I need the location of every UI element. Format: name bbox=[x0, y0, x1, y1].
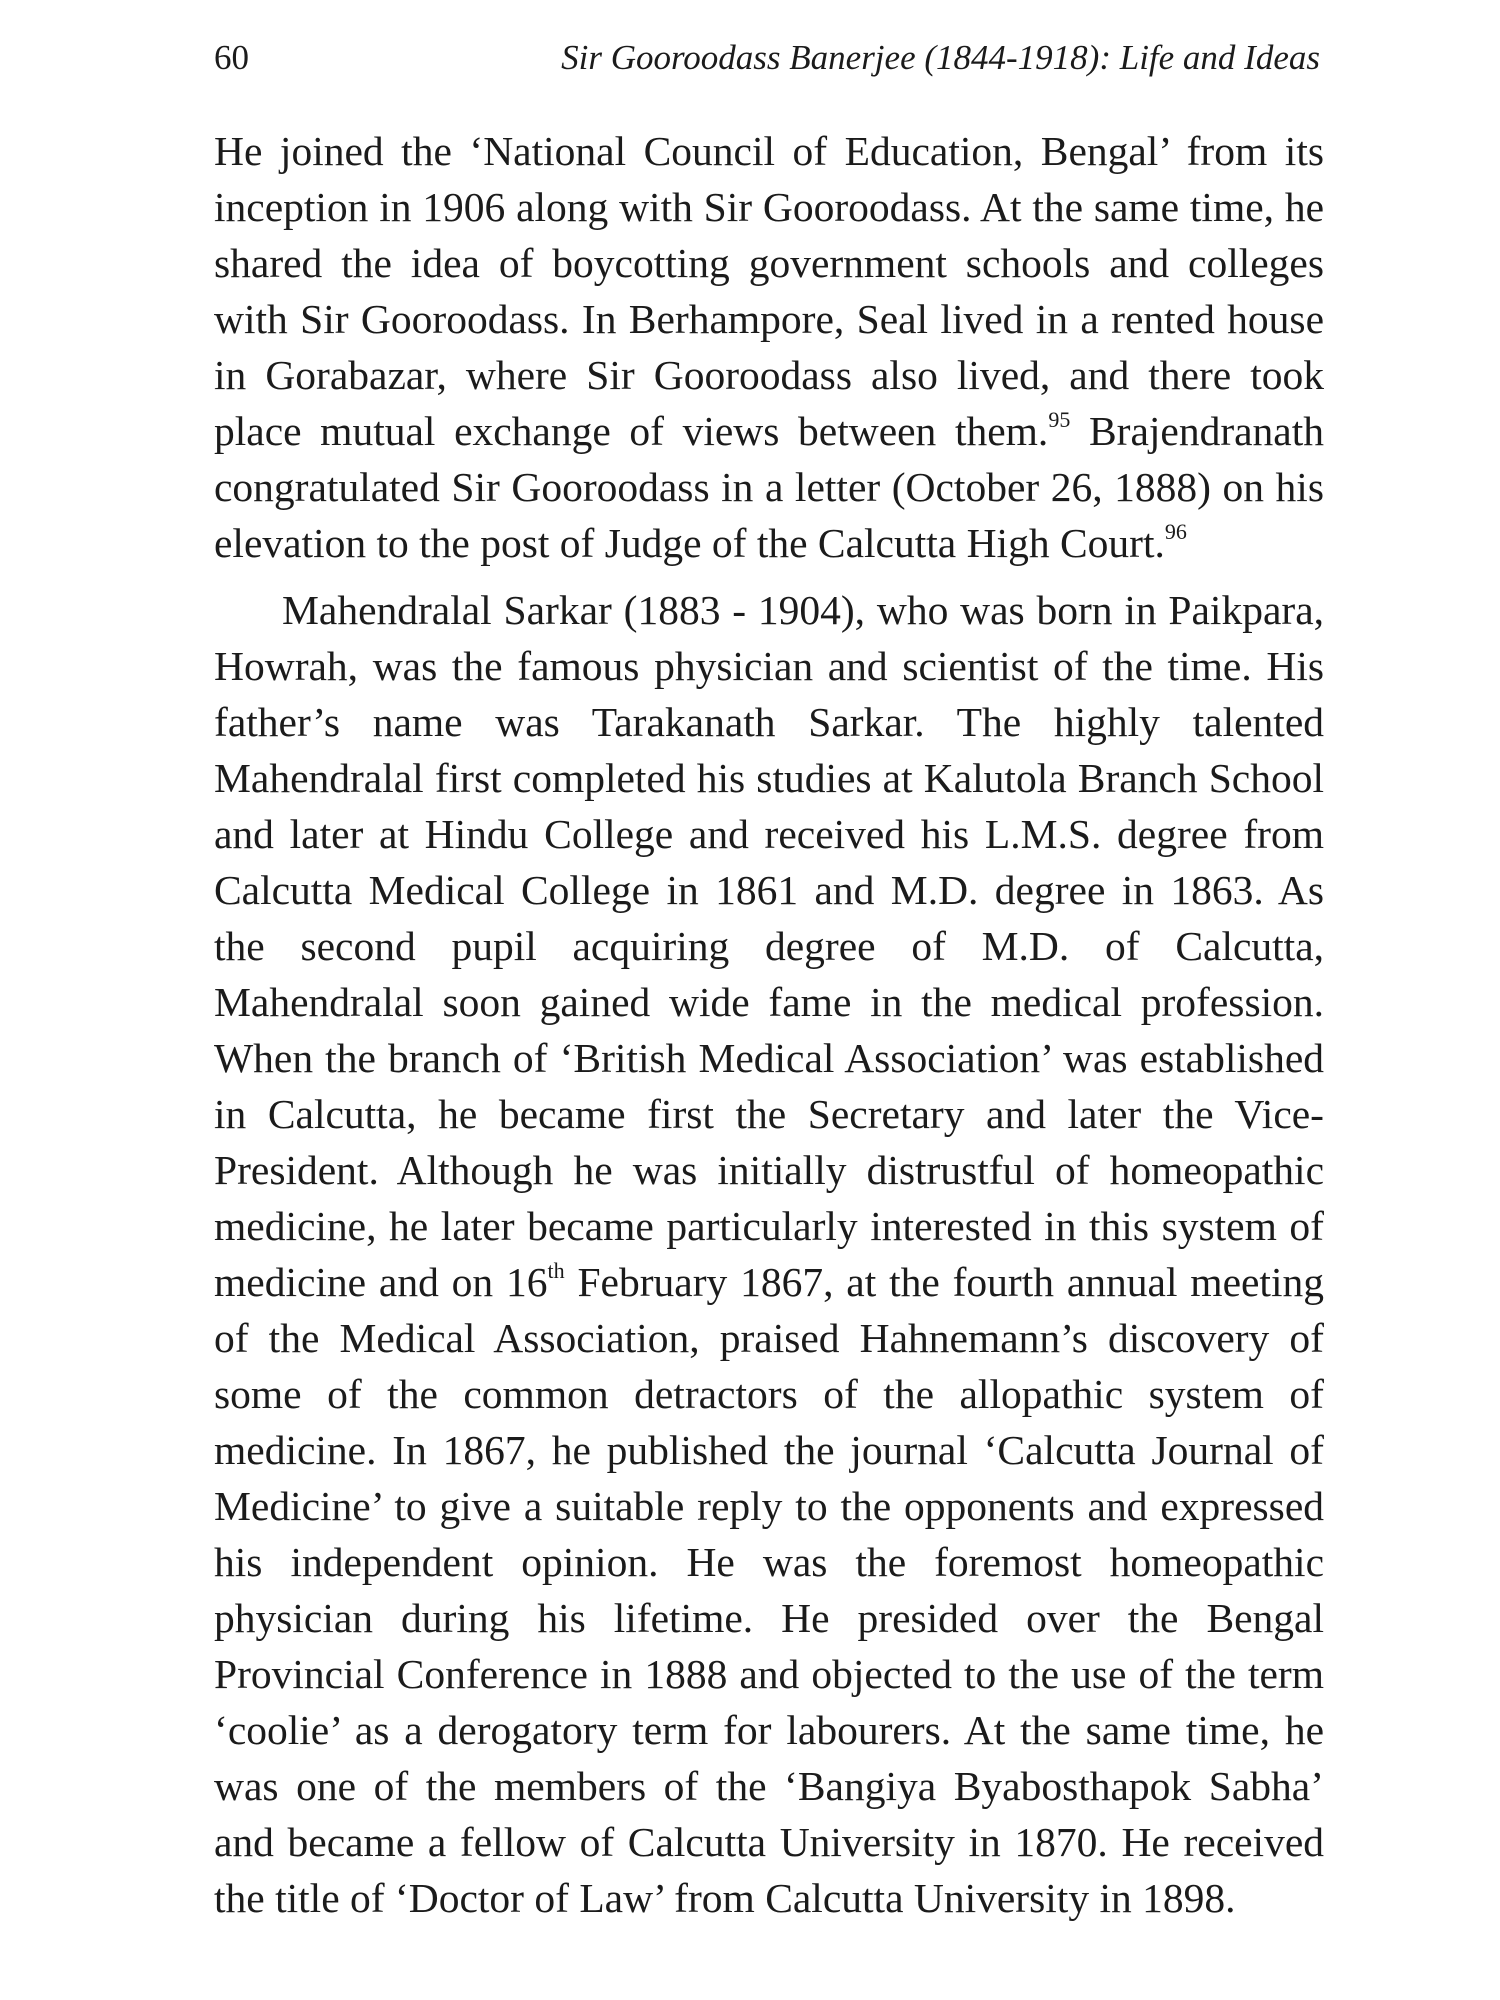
body-text bbox=[214, 123, 1324, 1926]
ordinal-suffix: th bbox=[547, 1258, 565, 1283]
footnote-reference: 95 bbox=[1048, 407, 1071, 432]
paragraph bbox=[214, 123, 1324, 571]
paragraph-text: Mahendralal Sarkar (1883 - 1904), who was born in Paikpara, Howrah, was the famous physician and scientist of the time. His father’s name was Tarakanath Sarkar. The highly talented Mahendralal first completed his studies at Kalutola Branch School and later at Hindu College and received his L.M.S. degree from Calcutta Medical College in 1861 and M.D. degree in 1863. As the second pupil acquiring degree of M.D. of Calcutta, Mahendralal soon gained wide fame in the medical profession. When the branch of ‘British Medical Association’ was established in Calcutta, he became first the Secretary and later the Vice-President. Although he was initially distrustful of homeopathic medicine, he later became particularly interested in this system of medicine and on 16 bbox=[214, 587, 1324, 1305]
paragraph bbox=[214, 582, 1324, 1926]
page-number: 60 bbox=[214, 38, 249, 77]
running-title: Sir Gooroodass Banerjee (1844-1918): Life and Ideas bbox=[561, 38, 1320, 77]
paragraph-text: He joined the ‘National Council of Education, Bengal’ from its inception in 1906 along with Sir Gooroodass. At the same time, he shared the idea of boycotting government schools and colleges with Sir Gooroodass. In Berhampore, Seal lived in a rented house in Gorabazar, where Sir Gooroodass also lived, and there took place mutual exchange of views between them. bbox=[214, 128, 1324, 454]
paragraph-text: February 1867, at the fourth annual meeting of the Medical Association, praised Hahnemann’s discovery of some of the common detractors of the allopathic system of medicine. In 1867, he published the journal ‘Calcutta Journal of Medicine’ to give a suitable reply to the opponents and expressed his independent opinion. He was the foremost homeopathic physician during his lifetime. He presided over the Bengal Provincial Conference in 1888 and objected to the use of the term ‘coolie’ as a derogatory term for labourers. At the same time, he was one of the members of the ‘Bangiya Byabosthapok Sabha’ and became a fellow of Calcutta University in 1870. He received the title of ‘Doctor of Law’ from Calcutta University in 1898. bbox=[214, 1259, 1324, 1921]
paragraph-text: Brajendranath congratulated Sir Gooroodass in a letter (October 26, 1888) on his elevation to the post of Judge of the Calcutta High Court. bbox=[214, 408, 1325, 566]
running-head bbox=[214, 34, 1320, 82]
footnote-reference: 96 bbox=[1164, 519, 1187, 544]
